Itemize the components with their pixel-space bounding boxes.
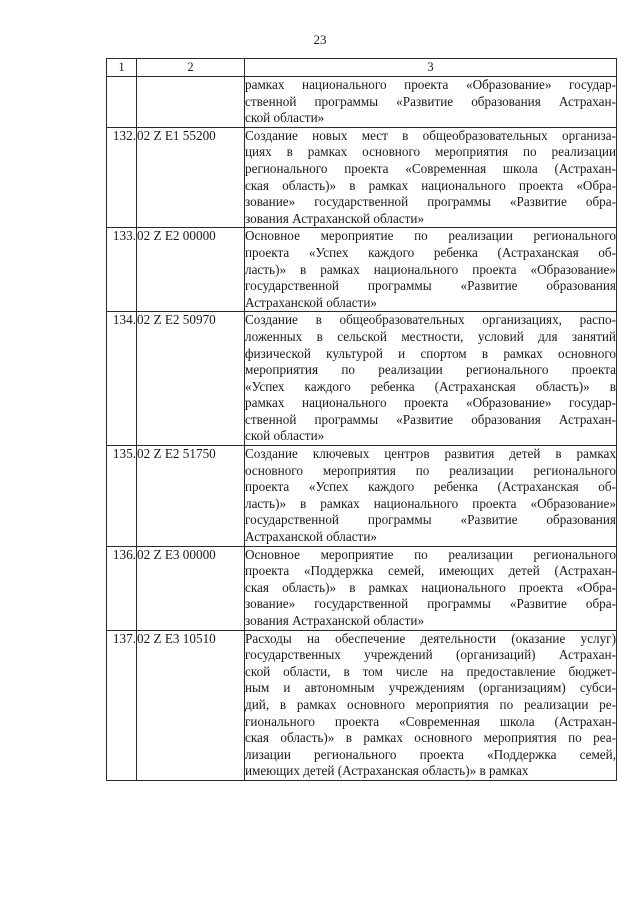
budget-code: 02 Z E2 00000 — [137, 228, 245, 312]
column-header-1: 1 — [107, 59, 137, 77]
row-number: 135. — [107, 446, 137, 547]
row-number: 137. — [107, 630, 137, 780]
column-header-3: 3 — [245, 59, 617, 77]
row-number: 132. — [107, 127, 137, 228]
description-line: зования Астраханской области» — [245, 210, 425, 226]
description-line: Создание новых мест в общеобразовательных организа- — [245, 127, 616, 143]
description-line: Расходы на обеспечение деятельности (оказание услуг) — [245, 630, 616, 646]
description-line: Основное мероприятие по реализации регионального — [245, 228, 616, 244]
row-number: 136. — [107, 546, 137, 630]
description-line: государственной программы «Развитие образования — [245, 278, 616, 294]
description-line: мероприятия по реализации регионального проекта — [245, 362, 616, 378]
expense-description — [245, 312, 617, 446]
description-line: ская область)» в рамках национального проекта «Обра- — [245, 579, 616, 595]
description-line: дий, в рамках основного мероприятия по реализации ре- — [245, 696, 616, 712]
page-number: 23 — [313, 32, 327, 47]
description-line: зования Астраханской области» — [245, 613, 425, 628]
expense-description — [245, 446, 617, 547]
budget-code: 02 Z E2 51750 — [137, 446, 245, 547]
description-line: Создание ключевых центров развития детей в рамках — [245, 446, 616, 462]
description-line: основного мероприятия по реализации регионального — [245, 462, 616, 478]
table-row — [107, 77, 617, 128]
description-line: зование» государственной программы «Развитие обра- — [245, 194, 616, 210]
table-row — [107, 127, 617, 228]
description-line: ственной программы «Развитие образования Астрахан- — [245, 93, 616, 109]
description-line: физической культурой и спортом в рамках основного — [245, 345, 616, 361]
column-header-2: 2 — [137, 59, 245, 77]
description-line: циях в рамках основного мероприятия по реализации — [245, 144, 616, 160]
budget-code: 02 Z E1 55200 — [137, 127, 245, 228]
expense-description — [245, 630, 617, 780]
description-line: ственной программы «Развитие образования Астрахан- — [245, 411, 616, 427]
expense-description — [245, 127, 617, 228]
description-line: государственных учреждений (организаций) Астрахан- — [245, 647, 616, 663]
budget-code: 02 Z E2 50970 — [137, 312, 245, 446]
description-line: рамках национального проекта «Образование» государ- — [245, 77, 616, 92]
description-line: зование» государственной программы «Развитие обра- — [245, 596, 616, 612]
expense-description — [245, 546, 617, 630]
description-line: ская область)» в рамках основного мероприятия по реа- — [245, 730, 616, 746]
description-line: проекта «Успех каждого ребенка (Астраханская об- — [245, 479, 616, 495]
description-line: «Успех каждого ребенка (Астраханская область)» в — [245, 378, 616, 394]
row-number — [107, 77, 137, 128]
description-line: ской области» — [245, 428, 325, 444]
table-row — [107, 446, 617, 547]
row-number: 134. — [107, 312, 137, 446]
expense-description — [245, 77, 617, 128]
description-line: лизации регионального проекта «Поддержка семей, — [245, 746, 616, 762]
description-line: проекта «Поддержка семей, имеющих детей (Астрахан- — [245, 563, 616, 579]
table-header-row — [107, 59, 617, 77]
description-line: ской области» — [245, 110, 325, 126]
description-line: Основное мероприятие по реализации регионального — [245, 546, 616, 562]
budget-code: 02 Z E3 00000 — [137, 546, 245, 630]
budget-codes-table — [106, 58, 617, 781]
description-line: ным и автономным учреждениям (организациям) субси- — [245, 680, 616, 696]
description-line: рамках национального проекта «Образование» государ- — [245, 395, 616, 411]
table-row — [107, 312, 617, 446]
description-line: проекта «Успех каждого ребенка (Астраханская об- — [245, 244, 616, 260]
table-row — [107, 546, 617, 630]
description-line: Астраханской области» — [245, 294, 377, 310]
description-line: ложенных в сельской местности, условий для занятий — [245, 328, 616, 344]
row-number: 133. — [107, 228, 137, 312]
budget-code — [137, 77, 245, 128]
table-row — [107, 228, 617, 312]
table-row — [107, 630, 617, 780]
description-line: ская область)» в рамках национального проекта «Обра- — [245, 177, 616, 193]
description-line: регионального проекта «Современная школа (Астрахан- — [245, 160, 616, 176]
expense-description — [245, 228, 617, 312]
description-line: ской области, в том числе на предоставление бюджет- — [245, 663, 616, 679]
description-line: государственной программы «Развитие образования — [245, 512, 616, 528]
description-line: Создание в общеобразовательных организациях, распо- — [245, 312, 616, 328]
description-line: ласть)» в рамках национального проекта «Образование» — [245, 495, 616, 511]
description-line: Астраханской области» — [245, 529, 377, 545]
description-line: гионального проекта «Современная школа (Астрахан- — [245, 713, 616, 729]
description-line: имеющих детей (Астраханская область)» в рамках — [245, 763, 529, 779]
description-line: ласть)» в рамках национального проекта «Образование» — [245, 261, 616, 277]
budget-code: 02 Z E3 10510 — [137, 630, 245, 780]
